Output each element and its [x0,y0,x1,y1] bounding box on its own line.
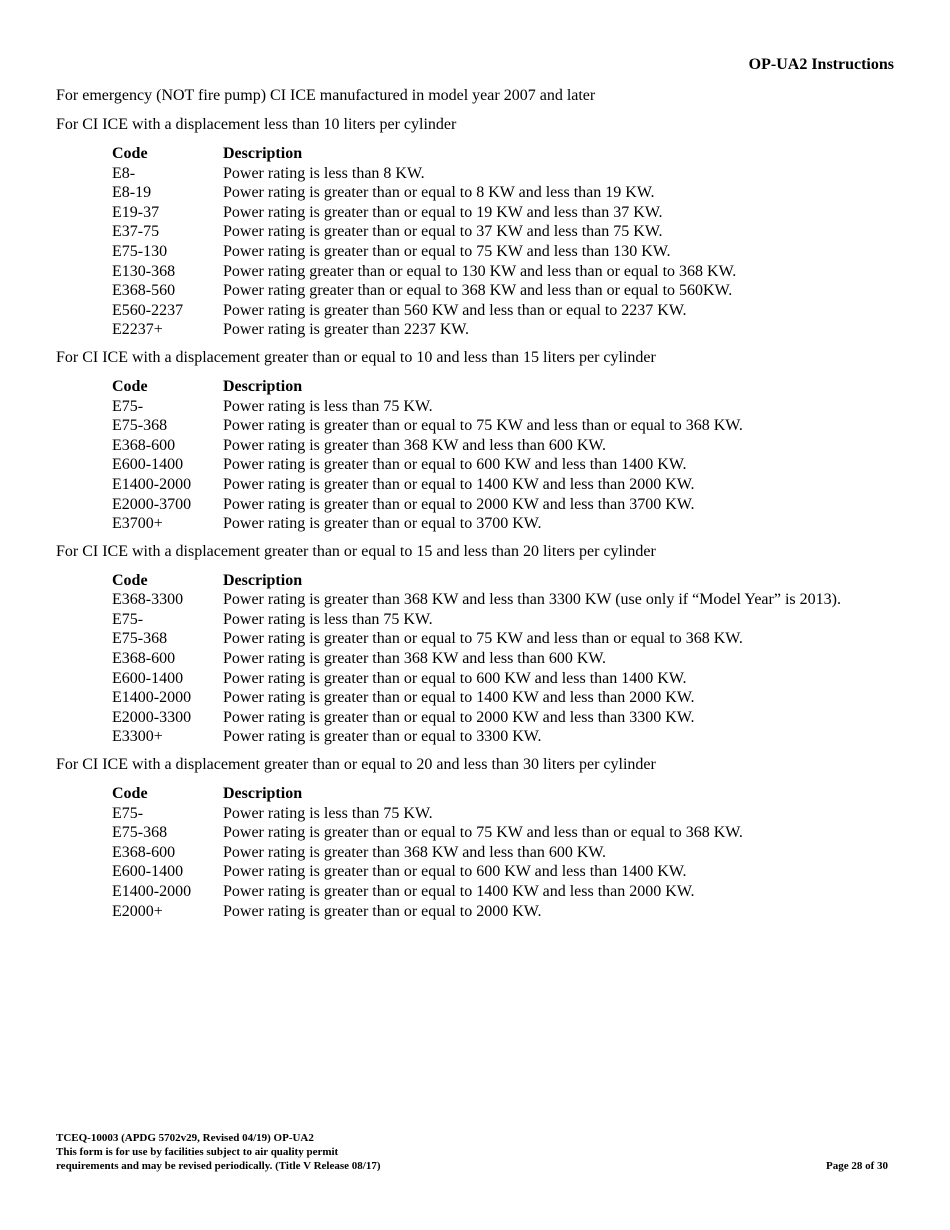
code-section [56,755,906,921]
row-code: E3300+ [112,728,163,746]
table-row [112,688,841,708]
page-header-title: OP-UA2 Instructions [748,56,894,73]
row-code: E2237+ [112,321,163,339]
table-row [112,436,743,456]
row-code: E600-1400 [112,456,184,474]
row-description: Power rating is greater than or equal to 37 KW and less than 75 KW. [223,223,663,241]
table-header-row [112,571,841,591]
code-section [56,542,906,747]
table-row [112,708,841,728]
table-row [112,862,743,882]
table-row [112,514,743,534]
row-description: Power rating is greater than or equal to 2000 KW. [223,902,542,920]
row-description: Power rating is greater than or equal to 600 KW and less than 1400 KW. [223,863,687,881]
table-row [112,902,743,922]
footer-form-info [56,1131,380,1173]
column-header-code: Code [112,377,148,395]
row-code: E130-368 [112,262,176,280]
row-code: E75-368 [112,630,168,648]
column-header-description: Description [223,571,303,589]
table-row [112,183,736,203]
sections-container [56,115,906,921]
code-table [112,144,736,340]
table-row [112,882,743,902]
row-code: E1400-2000 [112,475,192,493]
code-section [56,348,906,534]
row-description: Power rating is greater than 560 KW and less than or equal to 2237 KW. [223,301,687,319]
table-row [112,669,841,689]
table-header-row [112,784,743,804]
section-heading: For CI ICE with a displacement greater than or equal to 20 and less than 30 liters per cylinder [56,756,656,774]
row-code: E19-37 [112,203,160,221]
table-row [112,843,743,863]
row-code: E75- [112,397,144,415]
row-code: E368-600 [112,650,176,668]
row-code: E75-368 [112,824,168,842]
table-header-row [112,144,736,164]
row-description: Power rating is greater than or equal to 3300 KW. [223,728,542,746]
row-description: Power rating is less than 75 KW. [223,397,433,415]
table-row [112,320,736,340]
code-section [56,115,906,340]
table-row [112,416,743,436]
row-code: E3700+ [112,515,163,533]
table-row [112,222,736,242]
column-header-code: Code [112,145,148,162]
section-heading: For CI ICE with a displacement greater than or equal to 15 and less than 20 liters per cylinder [56,542,656,560]
row-description: Power rating is greater than or equal to 19 KW and less than 37 KW. [223,203,663,221]
intro-text: For emergency (NOT fire pump) CI ICE manufactured in model year 2007 and later [56,87,596,104]
row-description: Power rating is less than 75 KW. [223,804,433,822]
row-description: Power rating is greater than or equal to 2000 KW and less than 3300 KW. [223,708,695,726]
row-description: Power rating is greater than or equal to 75 KW and less than or equal to 368 KW. [223,417,743,435]
row-description: Power rating is less than 8 KW. [223,164,425,182]
row-code: E75- [112,610,144,628]
row-description: Power rating is greater than or equal to 75 KW and less than or equal to 368 KW. [223,630,743,648]
table-row [112,455,743,475]
code-table [112,571,841,747]
row-description: Power rating is greater than or equal to 2000 KW and less than 3700 KW. [223,495,695,513]
table-row [112,629,841,649]
row-description: Power rating greater than or equal to 368 KW and less than or equal to 560KW. [223,282,733,300]
row-description: Power rating is greater than or equal to 75 KW and less than or equal to 368 KW. [223,824,743,842]
row-code: E2000-3300 [112,708,192,726]
footer-revision-note: requirements and may be revised periodically. (Title V Release 08/17) [56,1160,381,1172]
row-code: E75-368 [112,417,168,435]
row-description: Power rating is greater than or equal to 1400 KW and less than 2000 KW. [223,689,695,707]
column-header-description: Description [223,145,303,162]
column-header-description: Description [223,377,303,395]
page-number: Page 28 of 30 [825,1160,888,1172]
table-row [112,301,736,321]
column-header-description: Description [223,785,303,803]
row-code: E560-2237 [112,301,184,319]
table-row [112,804,743,824]
footer-form-number: TCEQ-10003 (APDG 5702v29, Revised 04/19) OP-UA2 [56,1132,314,1144]
column-header-code: Code [112,785,148,803]
column-header-code: Code [112,571,148,589]
row-description: Power rating is greater than or equal to 8 KW and less than 19 KW. [223,184,655,202]
row-description: Power rating is greater than or equal to 600 KW and less than 1400 KW. [223,456,687,474]
row-description: Power rating is greater than 368 KW and less than 600 KW. [223,650,607,668]
row-code: E1400-2000 [112,883,192,900]
table-row [112,164,736,184]
section-heading: For CI ICE with a displacement greater than or equal to 10 and less than 15 liters per cylinder [56,348,656,366]
code-table [112,784,743,921]
document-body [56,86,906,929]
row-code: E8-19 [112,184,152,202]
table-row [112,590,841,610]
footer-usage-note: This form is for use by facilities subject to air quality permit [56,1146,339,1158]
row-description: Power rating is less than 75 KW. [223,610,433,628]
row-code: E368-3300 [112,591,184,609]
row-code: E600-1400 [112,669,184,687]
row-description: Power rating is greater than or equal to 1400 KW and less than 2000 KW. [223,475,695,493]
row-code: E368-600 [112,436,176,454]
row-description: Power rating is greater than 368 KW and less than 600 KW. [223,843,607,861]
row-description: Power rating is greater than 368 KW and less than 3300 KW (use only if “Model Year” is 2013). [223,591,841,609]
table-row [112,203,736,223]
row-description: Power rating is greater than or equal to 3700 KW. [223,515,542,533]
row-code: E8- [112,164,136,182]
section-heading: For CI ICE with a displacement less than 10 liters per cylinder [56,116,457,133]
table-row [112,610,841,630]
row-code: E2000-3700 [112,495,192,513]
row-code: E37-75 [112,223,160,241]
row-description: Power rating is greater than or equal to 1400 KW and less than 2000 KW. [223,883,695,900]
table-row [112,823,743,843]
row-code: E2000+ [112,902,163,920]
row-description: Power rating greater than or equal to 130 KW and less than or equal to 368 KW. [223,262,737,280]
row-description: Power rating is greater than 2237 KW. [223,321,470,339]
table-row [112,242,736,262]
row-description: Power rating is greater than or equal to 600 KW and less than 1400 KW. [223,669,687,687]
code-table [112,377,743,534]
row-code: E75- [112,804,144,822]
table-row [112,495,743,515]
table-row [112,649,841,669]
table-row [112,262,736,282]
row-description: Power rating is greater than or equal to 75 KW and less than 130 KW. [223,242,671,260]
row-code: E1400-2000 [112,689,192,707]
table-row [112,727,841,747]
table-row [112,397,743,417]
row-code: E368-600 [112,843,176,861]
row-description: Power rating is greater than 368 KW and less than 600 KW. [223,436,607,454]
table-row [112,475,743,495]
table-header-row [112,377,743,397]
row-code: E368-560 [112,282,176,300]
table-row [112,281,736,301]
row-code: E600-1400 [112,863,184,881]
row-code: E75-130 [112,242,168,260]
